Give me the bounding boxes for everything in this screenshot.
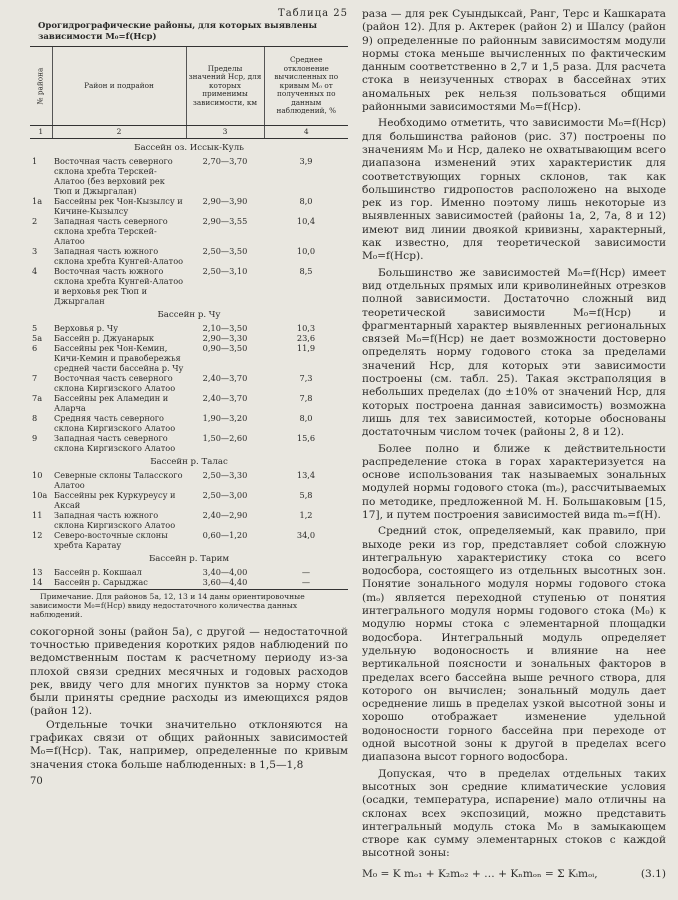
hcp-limits: 2,70—3,70 bbox=[202, 156, 248, 166]
region-name: Западная часть южного склона Киргизского Алатоо bbox=[54, 510, 176, 530]
mean-deviation: 10,0 bbox=[296, 246, 316, 256]
mean-deviation: 1,2 bbox=[299, 510, 313, 520]
right-paragraph: Допуская, что в пределах отдельных таких высотных зон средние климатические условия (осадки, температура, испарение) мало отличны на склонах всех экспозиций, можно представить интегральный модуль стока M₀ в замыкающем створе как сумму элементарных стоков с каждой высотной зоны: bbox=[362, 767, 666, 860]
hcp-limits: 2,50—3,10 bbox=[202, 266, 248, 276]
hcp-limits: 2,90—3,55 bbox=[202, 216, 248, 226]
table-row bbox=[30, 323, 348, 333]
region-name: Бассейны рек Куркуреусу и Аксай bbox=[54, 490, 176, 510]
table-title: Орогидрографические районы, для которых выявлены зависимости M₀=f(Hср) bbox=[38, 21, 318, 42]
table-row bbox=[30, 393, 348, 413]
right-paragraph: Средний сток, определяемый, как правило, при выходе реки из гор, представляет собой сложную интегральную характеристику стока со всего водосбора, состоящего из отдельных высотных зон. Понятие зонального модуля нормы годового стока (mₒ) является переходной ступенью от понятия интегрального модуля нормы годового стока (M₀) к модулю нормы стока с элементарной площадки водосбора. Интегральный модуль определяет удельную водоносность и влияние на нее вертикальной поясности и зональных факторов в пределах всего бассейна выше речного створа, для которого он вычислен; зональный модуль дает осреднение лишь в пределах узкой высотной зоны и хорошо отображает изменение удельной водоносности горного бассейна при переходе от одной высотной зоны к другой в пределах всего диапазона высот горного водосбора. bbox=[362, 525, 666, 764]
region-name: Восточная часть северного склона хребта Терскей-Алатоо (без верховий рек Тюп и Джыргалан) bbox=[54, 156, 173, 196]
mean-deviation: 5,8 bbox=[299, 490, 313, 500]
basin-heading-row bbox=[30, 550, 348, 567]
hcp-limits: 0,90—3,50 bbox=[202, 343, 248, 353]
table-row bbox=[30, 216, 348, 246]
table-row bbox=[30, 510, 348, 530]
formula-3-1 bbox=[362, 867, 666, 881]
mean-deviation: 15,6 bbox=[296, 433, 316, 443]
basin-heading: Бассейн р. Талас bbox=[150, 457, 228, 467]
left-column bbox=[30, 8, 348, 787]
right-column bbox=[362, 8, 666, 881]
right-paragraph: Большинство же зависимостей M₀=f(Hср) имеет вид отдельных прямых или криволинейных отрезков полной зависимости. Достаточно сложный вид теоретической зависимости M₀=f(Hср) и фрагментарный характер выявленных региональных связей M₀=f(Hср) не дает возможности достоверно определять норму годового стока за пределами значений Hср, для которых эти зависимости построены (см. табл. 25). Такая экстраполяция в небольших пределах (до ±10% от значений Hср, для которых построена данная зависимость) возможна лишь для тех зависимостей, которые обоснованы достаточным числом точек (районы 2, 8 и 12). bbox=[362, 266, 666, 439]
left-paragraph: сокогорной зоны (район 5а), с другой — недостаточной точностью приведения коротких рядов наблюдений по ведомственным постам к расчетному периоду из-за плохой связи средних месячных и годовых расходов рек, ввиду чего для многих пунктов за норму стока были приняты средние расходы из имеющихся рядов (район 12). bbox=[30, 625, 348, 718]
region-name: Бассейны рек Чон-Кызылсу и Кичине-Кызылсу bbox=[54, 196, 183, 216]
region-number: 4 bbox=[32, 266, 38, 276]
region-number: 3 bbox=[32, 246, 38, 256]
mean-deviation: 7,3 bbox=[299, 373, 313, 383]
hcp-limits: 2,90—3,30 bbox=[202, 333, 248, 343]
region-number: 6 bbox=[32, 343, 38, 353]
basin-heading-row bbox=[30, 306, 348, 323]
region-name: Верховья р. Чу bbox=[54, 323, 119, 333]
table-label: Таблица 25 bbox=[278, 8, 348, 19]
hcp-limits: 2,40—3,70 bbox=[202, 393, 248, 403]
hcp-limits: 3,40—4,00 bbox=[202, 567, 248, 577]
region-name: Бассейны рек Чон-Кемин, Кичи-Кемин и правобережья средней части бассейна р. Чу bbox=[54, 343, 184, 373]
header-number: № района bbox=[30, 47, 52, 126]
formula-text: M₀ = K mₒ₁ + K₂mₒ₂ + … + Kₙmₒₙ = Σ Kᵢmₒᵢ, bbox=[362, 867, 598, 880]
region-number: 7 bbox=[32, 373, 38, 383]
hcp-limits: 3,60—4,40 bbox=[202, 577, 248, 587]
table-row bbox=[30, 577, 348, 587]
header-number-3: 3 bbox=[186, 126, 264, 139]
mean-deviation: 34,0 bbox=[296, 530, 316, 540]
region-name: Бассейны рек Аламедин и Аларча bbox=[54, 393, 169, 413]
hcp-limits: 2,40—3,70 bbox=[202, 373, 248, 383]
table-row bbox=[30, 156, 348, 196]
mean-deviation: 11,9 bbox=[296, 343, 316, 353]
table-row bbox=[30, 246, 348, 266]
hcp-limits: 2,50—3,50 bbox=[202, 246, 248, 256]
region-number: 9 bbox=[32, 433, 38, 443]
mean-deviation: 13,4 bbox=[296, 470, 316, 480]
basin-heading: Бассейн оз. Иссык-Куль bbox=[134, 143, 244, 153]
region-number: 11 bbox=[32, 510, 43, 520]
basin-heading-row bbox=[30, 139, 348, 157]
table-row bbox=[30, 343, 348, 373]
mean-deviation: 10,4 bbox=[296, 216, 316, 226]
region-name: Бассейн р. Кокшаал bbox=[54, 567, 142, 577]
header-number-1: 1 bbox=[30, 126, 52, 139]
hcp-limits: 1,50—2,60 bbox=[202, 433, 248, 443]
hcp-limits: 2,90—3,90 bbox=[202, 196, 248, 206]
region-name: Западная часть северного склона хребта Терскей-Алатоо bbox=[54, 216, 168, 246]
table-header-row bbox=[30, 47, 348, 126]
table-row bbox=[30, 490, 348, 510]
hcp-limits: 2,50—3,30 bbox=[202, 470, 248, 480]
table-note: Примечание. Для районов 5а, 12, 13 и 14 даны ориентировочные зависимости M₀=f(Hср) ввиду недостаточного количества данных наблюдений. bbox=[30, 589, 348, 620]
mean-deviation: 8,5 bbox=[299, 266, 313, 276]
table-header-numbers bbox=[30, 126, 348, 139]
right-paragraph: раза — для рек Суындыксай, Ранг, Терс и Кашкарата (район 12). Для р. Актерек (район 2) и Шалсу (район 9) определенные по районным зависимостям модули нормы стока меньше вычисленных по фактическим данным соответственно в 2,7 и 1,5 раза. Для расчета стока в неизученных створах в бассейнах этих аномальных рек нельзя пользоваться общими районными зависимостями M₀=f(Hср). bbox=[362, 8, 666, 114]
table-row bbox=[30, 413, 348, 433]
region-number: 10 bbox=[32, 470, 43, 480]
region-table bbox=[30, 46, 348, 587]
region-name: Западная часть южного склона хребта Кунгей-Алатоо bbox=[54, 246, 184, 266]
mean-deviation: 23,6 bbox=[296, 333, 316, 343]
left-paragraph: Отдельные точки значительно отклоняются на графиках связи от общих районных зависимостей M₀=f(Hср). Так, например, определенные по кривым значения стока больше наблюденных: в 1,5—1,8 bbox=[30, 718, 348, 771]
mean-deviation: 3,9 bbox=[299, 156, 313, 166]
basin-heading: Бассейн р. Чу bbox=[157, 310, 221, 320]
table-body bbox=[30, 139, 348, 588]
mean-deviation: 8,0 bbox=[299, 413, 313, 423]
hcp-limits: 1,90—3,20 bbox=[202, 413, 248, 423]
right-paragraph: Более полно и ближе к действительности распределение стока в горах характеризуется на основе использования так называемых зональных модулей нормы годового стока (mₒ), рассчитываемых по методике, предложенной М. Н. Большаковым [15, 17], и путем построения зависимостей вида mₒ=f(H). bbox=[362, 442, 666, 521]
header-deviation: Среднее отклонение вычисленных по кривым M₀ от полученных по данным наблюдений, % bbox=[264, 47, 348, 126]
right-paragraph: Необходимо отметить, что зависимости M₀=f(Hср) для большинства районов (рис. 37) построены по значениям M₀ и Hср, далеко не охватывающим всего диапазона изменений этих характеристик для соответствующих горных склонов, так как большинство гидропостов расположено на выходе рек из гор. Именно поэтому лишь некоторые из выявленных зависимостей (районы 1а, 2, 7а, 8 и 12) имеют вид линии двоякой кривизны, характерный, как известно, для теоретической зависимости M₀=f(Hср). bbox=[362, 117, 666, 263]
formula-number: (3.1) bbox=[640, 867, 666, 880]
hcp-limits: 0,60—1,20 bbox=[202, 530, 248, 540]
table-row bbox=[30, 470, 348, 490]
hcp-limits: 2,40—2,90 bbox=[202, 510, 248, 520]
region-name: Северо-восточные склоны хребта Каратау bbox=[54, 530, 168, 550]
table-row bbox=[30, 196, 348, 216]
region-name: Бассейн р. Джуанарык bbox=[54, 333, 154, 343]
region-number: 5а bbox=[32, 333, 43, 343]
left-text bbox=[30, 626, 348, 772]
table-row bbox=[30, 530, 348, 550]
table-row bbox=[30, 433, 348, 453]
table-row bbox=[30, 266, 348, 306]
table-row bbox=[30, 567, 348, 577]
header-number-4: 4 bbox=[264, 126, 348, 139]
basin-heading: Бассейн р. Тарим bbox=[148, 554, 230, 564]
region-number: 14 bbox=[32, 577, 43, 587]
mean-deviation: 7,8 bbox=[299, 393, 313, 403]
region-name: Западная часть северного склона Киргизского Алатоо bbox=[54, 433, 176, 453]
mean-deviation: — bbox=[301, 567, 311, 577]
mean-deviation: 10,3 bbox=[296, 323, 316, 333]
region-number: 8 bbox=[32, 413, 38, 423]
table-row bbox=[30, 373, 348, 393]
region-number: 12 bbox=[32, 530, 43, 540]
region-number: 5 bbox=[32, 323, 38, 333]
header-number-2: 2 bbox=[52, 126, 186, 139]
hcp-limits: 2,50—3,00 bbox=[202, 490, 248, 500]
region-name: Северные склоны Таласского Алатоо bbox=[54, 470, 183, 490]
region-number: 2 bbox=[32, 216, 38, 226]
region-number: 1 bbox=[32, 156, 38, 166]
region-name: Восточная часть южного склона хребта Кунгей-Алатоо и верховья рек Тюп и Джыргалан bbox=[54, 266, 184, 306]
region-number: 7а bbox=[32, 393, 43, 403]
header-limits: Пределы значений Hср, для которых применимы зависимости, км bbox=[186, 47, 264, 126]
mean-deviation: — bbox=[301, 577, 311, 587]
region-number: 10а bbox=[32, 490, 48, 500]
region-number: 13 bbox=[32, 567, 43, 577]
table-row bbox=[30, 333, 348, 343]
region-number: 1а bbox=[32, 196, 43, 206]
header-region: Район и подрайон bbox=[52, 47, 186, 126]
basin-heading-row bbox=[30, 453, 348, 470]
mean-deviation: 8,0 bbox=[299, 196, 313, 206]
hcp-limits: 2,10—3,50 bbox=[202, 323, 248, 333]
region-name: Бассейн р. Сарыджас bbox=[54, 577, 148, 587]
region-name: Средняя часть северного склона Киргизского Алатоо bbox=[54, 413, 176, 433]
region-name: Восточная часть северного склона Киргизского Алатоо bbox=[54, 373, 176, 393]
page-number: 70 bbox=[30, 775, 43, 787]
